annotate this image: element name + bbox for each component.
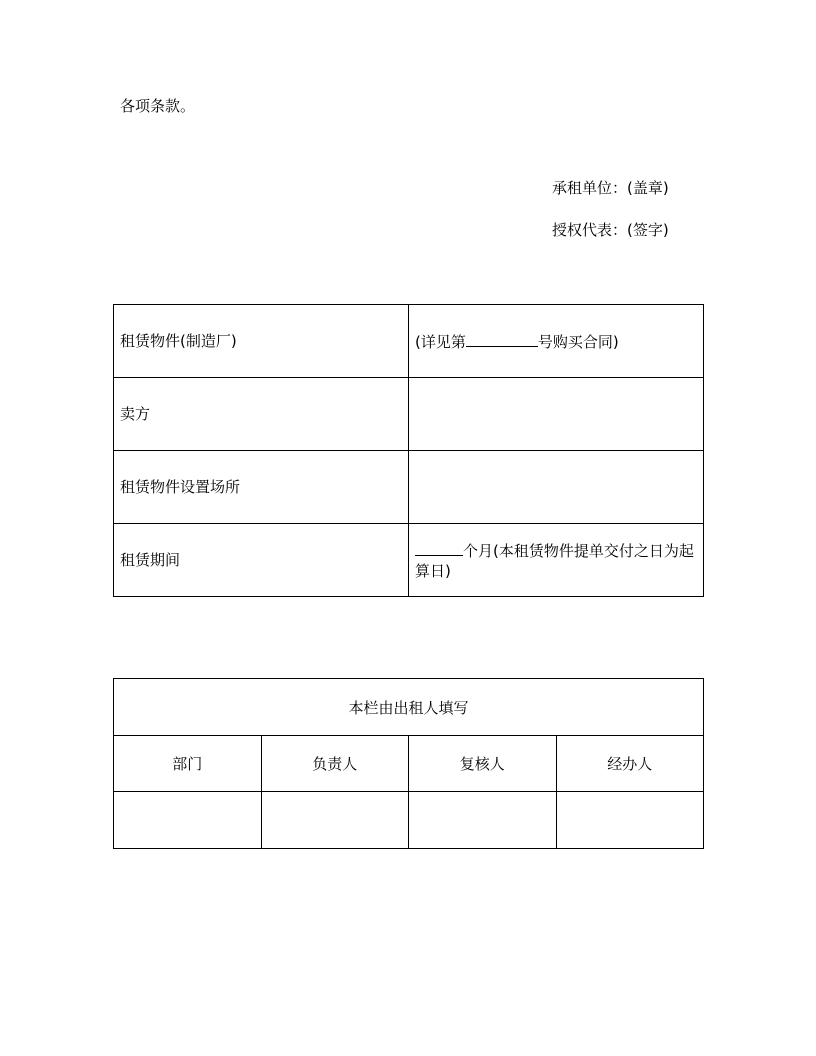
row-value-leased-item[interactable] [409,305,704,378]
value-suffix: 个月(本租赁物件提单交付之日为起算日) [415,542,694,580]
row-value-lease-period[interactable] [409,524,704,597]
value-suffix: 号购买合同) [537,333,619,351]
row-value-location[interactable] [409,451,704,524]
column-header-department: 部门 [114,736,262,792]
table-row [114,451,704,524]
clauses-text: 各项条款。 [120,97,196,115]
table-row [114,792,704,849]
contract-number-blank[interactable] [466,330,538,347]
column-header-person-in-charge: 负责人 [261,736,409,792]
table-row [114,524,704,597]
lessor-table-title: 本栏由出租人填写 [114,679,704,736]
table-row [114,736,704,792]
row-label-lease-period: 租赁期间 [114,524,409,597]
authorized-rep-signature-line: 授权代表：(签字) [552,221,669,239]
row-label-location: 租赁物件设置场所 [114,451,409,524]
table-row [114,679,704,736]
table-row [114,378,704,451]
table-row [114,305,704,378]
cell-person-in-charge[interactable] [261,792,409,849]
cell-handler[interactable] [556,792,704,849]
months-blank[interactable] [415,539,463,556]
lease-info-table [113,304,704,597]
cell-reviewer[interactable] [409,792,557,849]
row-label-seller: 卖方 [114,378,409,451]
column-header-reviewer: 复核人 [409,736,557,792]
value-prefix: (详见第 [415,333,466,351]
lessor-fill-table [113,678,704,849]
row-label-leased-item: 租赁物件(制造厂) [114,305,409,378]
cell-department[interactable] [114,792,262,849]
row-value-seller[interactable] [409,378,704,451]
column-header-handler: 经办人 [556,736,704,792]
lessee-unit-seal-line: 承租单位：(盖章) [552,179,669,197]
